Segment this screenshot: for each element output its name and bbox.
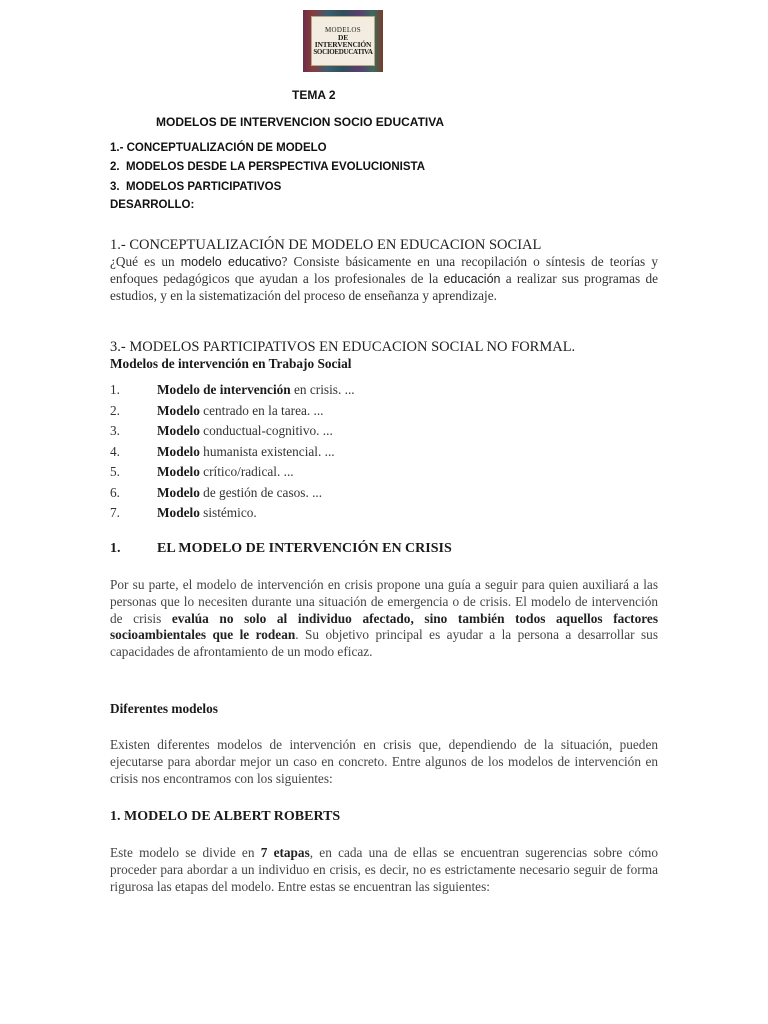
list-item: [110, 421, 658, 442]
crisis-paragraph: [110, 577, 658, 661]
section-3-heading: 3.- MODELOS PARTICIPATIVOS EN EDUCACION SOCIAL NO FORMAL.: [110, 339, 576, 355]
toc-desarrollo: DESARROLLO:: [110, 199, 195, 211]
section-1-heading: 1.- CONCEPTUALIZACIÓN DE MODELO EN EDUCACION SOCIAL: [110, 237, 542, 253]
list-item: [110, 483, 658, 504]
list-rest: humanista existencial. ...: [199, 443, 335, 459]
list-text: [157, 462, 294, 483]
list-number: 2.: [110, 402, 120, 418]
list-bold: Modelo: [157, 423, 200, 438]
toc-item-1: 1.- CONCEPTUALIZACIÓN DE MODELO: [110, 142, 327, 154]
list-text: [157, 503, 257, 524]
list-rest: sistémico.: [199, 505, 257, 520]
list-text: [157, 380, 355, 401]
roberts-heading: 1. MODELO DE ALBERT ROBERTS: [110, 809, 341, 824]
tema-label: TEMA 2: [292, 88, 336, 102]
list-rest: en crisis. ...: [290, 382, 355, 397]
text-run: . Su objetivo principal es ayudar a la persona a desarrollar sus capacidades de afrontamiento de un modo eficaz.: [110, 627, 659, 660]
list-bold: Modelo: [157, 484, 200, 500]
diferentes-heading: Diferentes modelos: [110, 701, 218, 716]
list-rest: centrado en la tarea. ...: [199, 402, 324, 418]
cover-line-1: MODELOS: [325, 25, 361, 34]
list-text: [157, 483, 322, 504]
list-rest: conductual-cognitivo. ...: [199, 423, 333, 438]
models-list: [110, 380, 658, 524]
document-title: MODELOS DE INTERVENCION SOCIO EDUCATIVA: [156, 115, 445, 129]
list-item: [110, 442, 658, 463]
list-bold: Modelo: [157, 443, 200, 459]
section-3-subheading: Modelos de intervención en Trabajo Social: [110, 356, 352, 371]
book-cover-image: [303, 10, 383, 72]
toc-item-3: 3. MODELOS PARTICIPATIVOS: [110, 181, 282, 193]
cover-line-2: DE INTERVENCIÓN: [314, 32, 372, 49]
list-number: 3.: [110, 423, 120, 438]
toc-item-2: 2. MODELOS DESDE LA PERSPECTIVA EVOLUCIONISTA: [110, 161, 426, 173]
text-run: ? Consiste básicamente en una recopilación o síntesis de teorías y enfoques pedagógicos que ayudan a los profesionales de la: [110, 254, 658, 286]
link-modelo-educativo[interactable]: modelo educativo: [180, 255, 282, 269]
list-rest: crítico/radical. ...: [199, 464, 294, 479]
diferentes-paragraph: Existen diferentes modelos de intervención en crisis que, dependiendo de la situación, pueden ejecutarse para abordar mejor un caso en concreto. Entre algunos de los modelos de intervención en crisis nos encontramos con los siguientes:: [110, 737, 658, 786]
list-item: [110, 503, 658, 524]
list-bold: Modelo: [157, 505, 200, 520]
list-number: 5.: [110, 464, 120, 479]
list-item: [110, 462, 658, 483]
section-1-paragraph: [110, 254, 658, 304]
text-run: a realizar sus programas de estudios, y en la sistematización del proceso de enseñanza y aprendizaje.: [110, 270, 658, 303]
text-bold-run: evalúa no solo al individuo afectado, sino también todos aquellos factores socioambientales que le rodean: [110, 610, 658, 643]
list-bold: Modelo: [157, 402, 200, 418]
list-number: 7.: [110, 505, 120, 520]
list-text: [157, 421, 333, 442]
cover-plate: [311, 16, 375, 66]
list-rest: de gestión de casos. ...: [199, 484, 323, 500]
text-run: Por su parte, el modelo de intervención en crisis propone una guía a seguir para quien auxiliará a las personas que lo necesiten durante una situación de emergencia o de crisis. El modelo de intervención de crisis: [110, 577, 658, 626]
list-bold: Modelo de intervención: [157, 382, 291, 397]
crisis-heading-text: EL MODELO DE INTERVENCIÓN EN CRISIS: [157, 541, 452, 556]
cover-line-3: SOCIOEDUCATIVA: [313, 47, 373, 56]
crisis-heading-number: 1.: [110, 541, 121, 556]
list-text: [157, 442, 335, 463]
text-run: , en cada una de ellas se encuentran sugerencias sobre cómo proceder para abordar a un individuo en crisis, es decir, no es estrictamente necesario seguir de forma rigurosa las etapas del modelo. Entre estas se encuentran las siguientes:: [110, 845, 658, 894]
link-educacion[interactable]: educación: [443, 271, 501, 286]
list-text: [157, 401, 324, 422]
list-item: [110, 380, 658, 401]
text-run: Este modelo se divide en: [110, 845, 261, 860]
list-number: 4.: [110, 443, 120, 459]
text-bold-run: 7 etapas: [260, 845, 310, 860]
roberts-paragraph: [110, 845, 658, 895]
list-number: 6.: [110, 484, 120, 500]
list-number: 1.: [110, 382, 120, 397]
list-item: [110, 401, 658, 422]
crisis-heading: [110, 541, 452, 557]
list-bold: Modelo: [157, 464, 200, 479]
text-run: ¿Qué es un: [110, 254, 181, 269]
